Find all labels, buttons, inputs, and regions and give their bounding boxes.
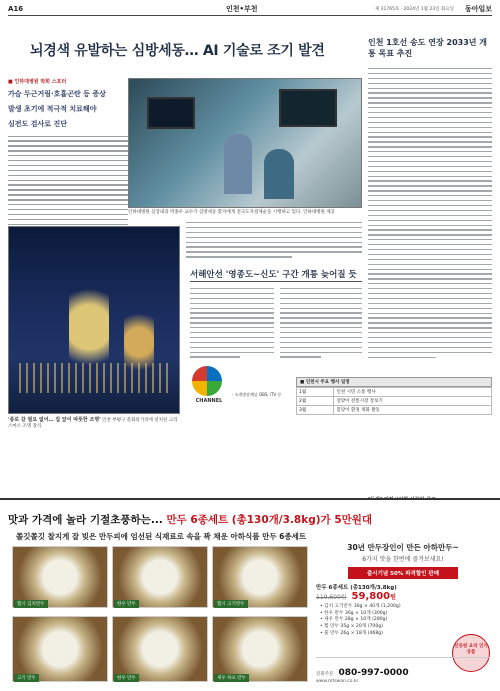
ad-offer-panel: [312, 542, 494, 688]
dish-photo: [212, 546, 308, 608]
section-title: 인천•부천: [226, 5, 258, 13]
popular-seal: 신동원 요리 인기상품: [452, 634, 490, 672]
lead-sub-1: 가슴 두근거림·호흡곤란 등 증상: [8, 90, 106, 98]
surgery-photo-caption: 인하대병원 심장내과 박종우 교수가 심방세동 환자에게 전극도자절제술을 시행하고 있다. 인하대병원 제공: [128, 210, 335, 215]
list-item: • 찜 만두 35g × 20개 (700g): [320, 623, 383, 629]
ad-headline-a: 맛과 가격에 놀라 기절초풍하는...: [8, 514, 163, 526]
menu-list: [312, 604, 494, 637]
set-name: 만두 6종세트 (총130개/3.8kg): [316, 585, 397, 591]
new-price: 59,800: [351, 591, 391, 602]
night-photo-caption-text: 인천 부평구 문화의거리에 설치된 크리스마스 조명 장식.: [8, 418, 178, 430]
ad-headline-b: 만두 6종세트: [166, 514, 229, 526]
list-item: • 물 만두 26g × 18개 (468g): [320, 630, 383, 636]
table-row: [297, 397, 492, 406]
sub-article-divider: [190, 281, 362, 282]
night-photo-caption: [8, 417, 180, 430]
ad-subheadline: 쫄깃쫄깃 찰지게 잘 빚은 만두피에 엄선된 식재료로 속을 꽉 채운 아하식품 만두 6종세트: [16, 532, 307, 541]
right-column-body: [368, 68, 492, 361]
sub-article-body-left: [190, 288, 274, 361]
schedule-cell: 2월: [297, 397, 334, 406]
dish-photo: [12, 546, 108, 608]
dish-label: 한우 만두: [114, 674, 139, 682]
old-price: 119,600원: [316, 594, 347, 601]
list-item: • 김치 고기만두 30g × 40개 (1,200g): [320, 604, 401, 609]
table-row: [297, 406, 492, 415]
schedule-cell: 1월: [297, 388, 334, 397]
order-contact: [316, 657, 490, 684]
sub-article-headline: 서해안선 '영종도~신도' 구간 개통 늦어질 듯: [190, 270, 357, 280]
price-row: [312, 591, 494, 602]
lead-subheads: [8, 89, 128, 130]
price-unit: 원: [390, 594, 396, 601]
masthead: [8, 4, 492, 16]
ad-offer-subtitle: 6가지 맛을 한번에 즐겨보세요!: [362, 556, 444, 563]
list-item: • 새우 만두 28g × 10개 (280g): [320, 617, 388, 623]
schedule-cell: 봄맞이 환경 정화 활동: [334, 406, 492, 415]
right-column-headline: 인천 1호선 송도 연장 2033년 개통 목표 추진: [368, 38, 488, 58]
surgery-photo: [128, 78, 362, 208]
event-schedule-box: [296, 377, 492, 415]
schedule-title: ■ 인천시 주요 행사 일정: [296, 377, 492, 387]
sub-article-body-right: [280, 288, 362, 361]
shop-url[interactable]: www.mtswan.co.kr: [316, 679, 359, 684]
list-item: • 한우 만두 30g × 10개 (300g): [320, 610, 388, 616]
page-number: A16: [8, 5, 24, 13]
main-headline: 뇌경색 유발하는 심방세동… AI 기술로 조기 발견: [30, 43, 325, 59]
dish-photo: [12, 616, 108, 682]
night-photo-caption-title: '종로 갈 필요 없어… 집 앞이 따뜻한 조명': [8, 417, 101, 423]
schedule-cell: 설맞이 전통시장 장보기: [334, 397, 492, 406]
dish-photo: [212, 616, 308, 682]
ad-offer-title: 30년 만두장인이 만든 아하만두~: [347, 543, 459, 552]
order-phone[interactable]: 080-997-0000: [338, 668, 409, 678]
dish-label: 새우 하프 만두: [214, 674, 249, 682]
channel-logo-icon: [192, 366, 222, 396]
dish-label: 한우 만두: [114, 600, 139, 608]
lead-sub-2: 발생 초기에 적극적 치료해야: [8, 104, 97, 113]
channel-logo: [186, 364, 232, 410]
newspaper-brand: 동아일보: [464, 4, 492, 13]
night-lights-photo: [8, 226, 180, 414]
channel-note: · 소개방송채널 OBS, iTV 등: [232, 392, 282, 397]
dish-label: 고기 만두: [14, 674, 39, 682]
schedule-cell: 3월: [297, 406, 334, 415]
phone-label: 전화주문: [316, 672, 334, 677]
channel-logo-text: CHANNEL: [195, 398, 223, 404]
dish-label: 찜시 고기만두: [214, 600, 248, 608]
schedule-table: [296, 387, 492, 415]
ad-headline: [8, 512, 492, 527]
lead-box: [8, 78, 128, 238]
table-row: [297, 388, 492, 397]
schedule-cell: 인천 시민 소통 행사: [334, 388, 492, 397]
lead-body-text: [8, 136, 128, 235]
lead-sub-3: 심전도 검사로 진단: [8, 119, 67, 128]
dish-photo: [112, 616, 208, 682]
lead-tag: ■ 인하대병원 박희 스포터: [8, 79, 67, 85]
dish-label: 찜시 김치만두: [14, 600, 48, 608]
dish-photo: [112, 546, 208, 608]
issue-meta: 제 31765호 · 2024년 1월 23일 화요일: [374, 7, 454, 12]
discount-badge: 출시기념 50% 파격할인 판매: [348, 567, 458, 579]
article-body-middle: [186, 222, 362, 261]
ad-headline-c: (총130개/3.8kg)가 5만원대: [231, 514, 373, 526]
